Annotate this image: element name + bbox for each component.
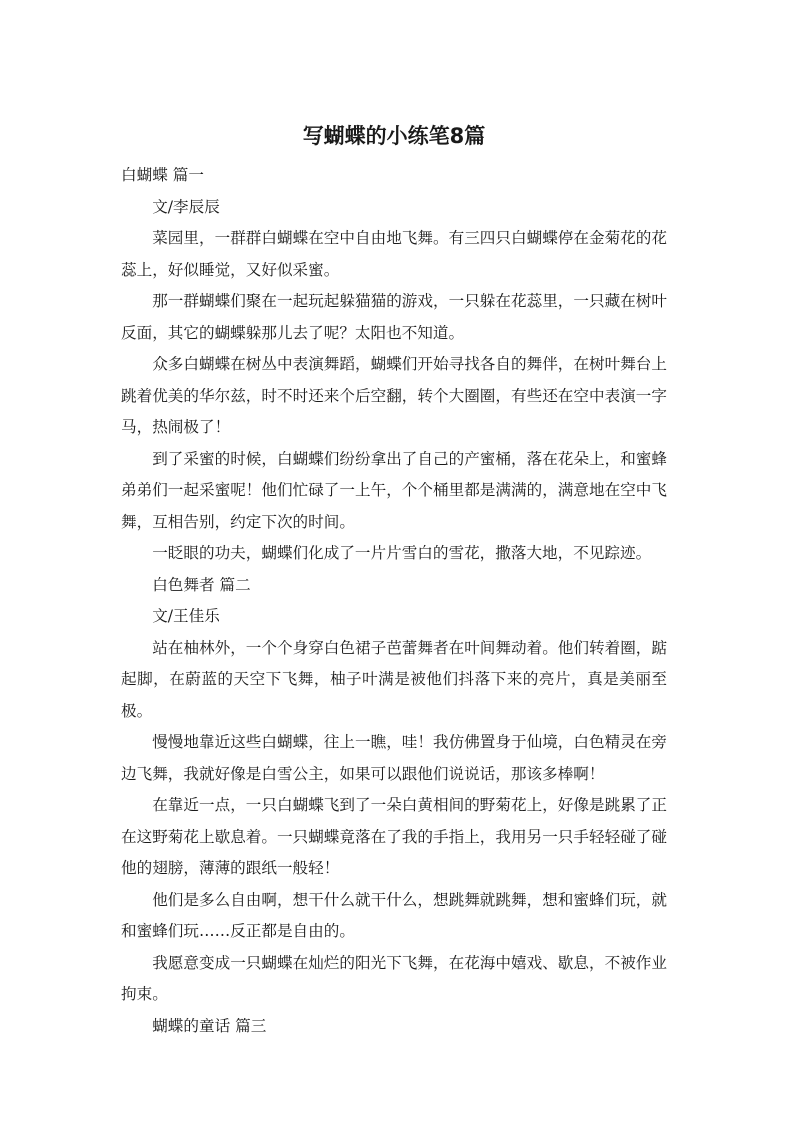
- document-body: [121, 160, 667, 1042]
- paragraph: 站在柚林外，一个个身穿白色裙子芭蕾舞者在叶间舞动着。他们转着圈，踮起脚，在蔚蓝的天空下飞舞，柚子叶满是被他们抖落下来的亮片，真是美丽至极。: [121, 638, 667, 720]
- paragraph: 众多白蝴蝶在树丛中表演舞蹈，蝴蝶们开始寻找各自的舞伴，在树叶舞台上跳着优美的华尔兹，时不时还来个后空翻，转个大圈圈，有些还在空中表演一字马，热闹极了！: [121, 355, 667, 436]
- author-line-1: 文/李辰辰: [152, 197, 220, 216]
- paragraph: 我愿意变成一只蝴蝶在灿烂的阳光下飞舞，在花海中嬉戏、歇息，不被作业拘束。: [121, 953, 667, 1003]
- paragraph: 慢慢地靠近这些白蝴蝶，往上一瞧，哇！我仿佛置身于仙境，白色精灵在旁边飞舞，我就好像是白雪公主，如果可以跟他们说说话，那该多棒啊！: [121, 733, 667, 783]
- paragraph: 他们是多么自由啊，想干什么就干什么，想跳舞就跳舞，想和蜜蜂们玩，就和蜜蜂们玩……反正都是自由的。: [121, 890, 667, 940]
- paragraph: 一眨眼的功夫，蝴蝶们化成了一片片雪白的雪花，撒落大地，不见踪迹。: [152, 544, 652, 562]
- paragraph: 菜园里，一群群白蝴蝶在空中自由地飞舞。有三四只白蝴蝶停在金菊花的花蕊上，好似睡觉，又好似采蜜。: [121, 229, 667, 279]
- paragraph: 那一群蝴蝶们聚在一起玩起躲猫猫的游戏，一只躲在花蕊里，一只藏在树叶反面，其它的蝴蝶躲那儿去了呢？太阳也不知道。: [121, 292, 667, 342]
- author-line-2: 文/王佳乐: [152, 607, 220, 625]
- section-heading-2: 白色舞者 篇二: [152, 575, 251, 594]
- paragraph: 在靠近一点，一只白蝴蝶飞到了一朵白黄相间的野菊花上，好像是跳累了正在这野菊花上歇息着。一只蝴蝶竟落在了我的手指上，我用另一只手轻轻碰了碰他的翅膀，薄薄的跟纸一般轻！: [121, 796, 667, 877]
- section-heading-1: 白蝴蝶 篇一: [121, 166, 204, 184]
- paragraph: 到了采蜜的时候，白蝴蝶们纷纷拿出了自己的产蜜桶，落在花朵上，和蜜蜂弟弟们一起采蜜呢！他们忙碌了一上午，个个桶里都是满满的，满意地在空中飞舞，互相告别，约定下次的时间。: [121, 449, 667, 531]
- section-heading-3: 蝴蝶的童话 篇三: [152, 1016, 267, 1035]
- document-title: 写蝴蝶的小练笔8篇: [302, 124, 486, 148]
